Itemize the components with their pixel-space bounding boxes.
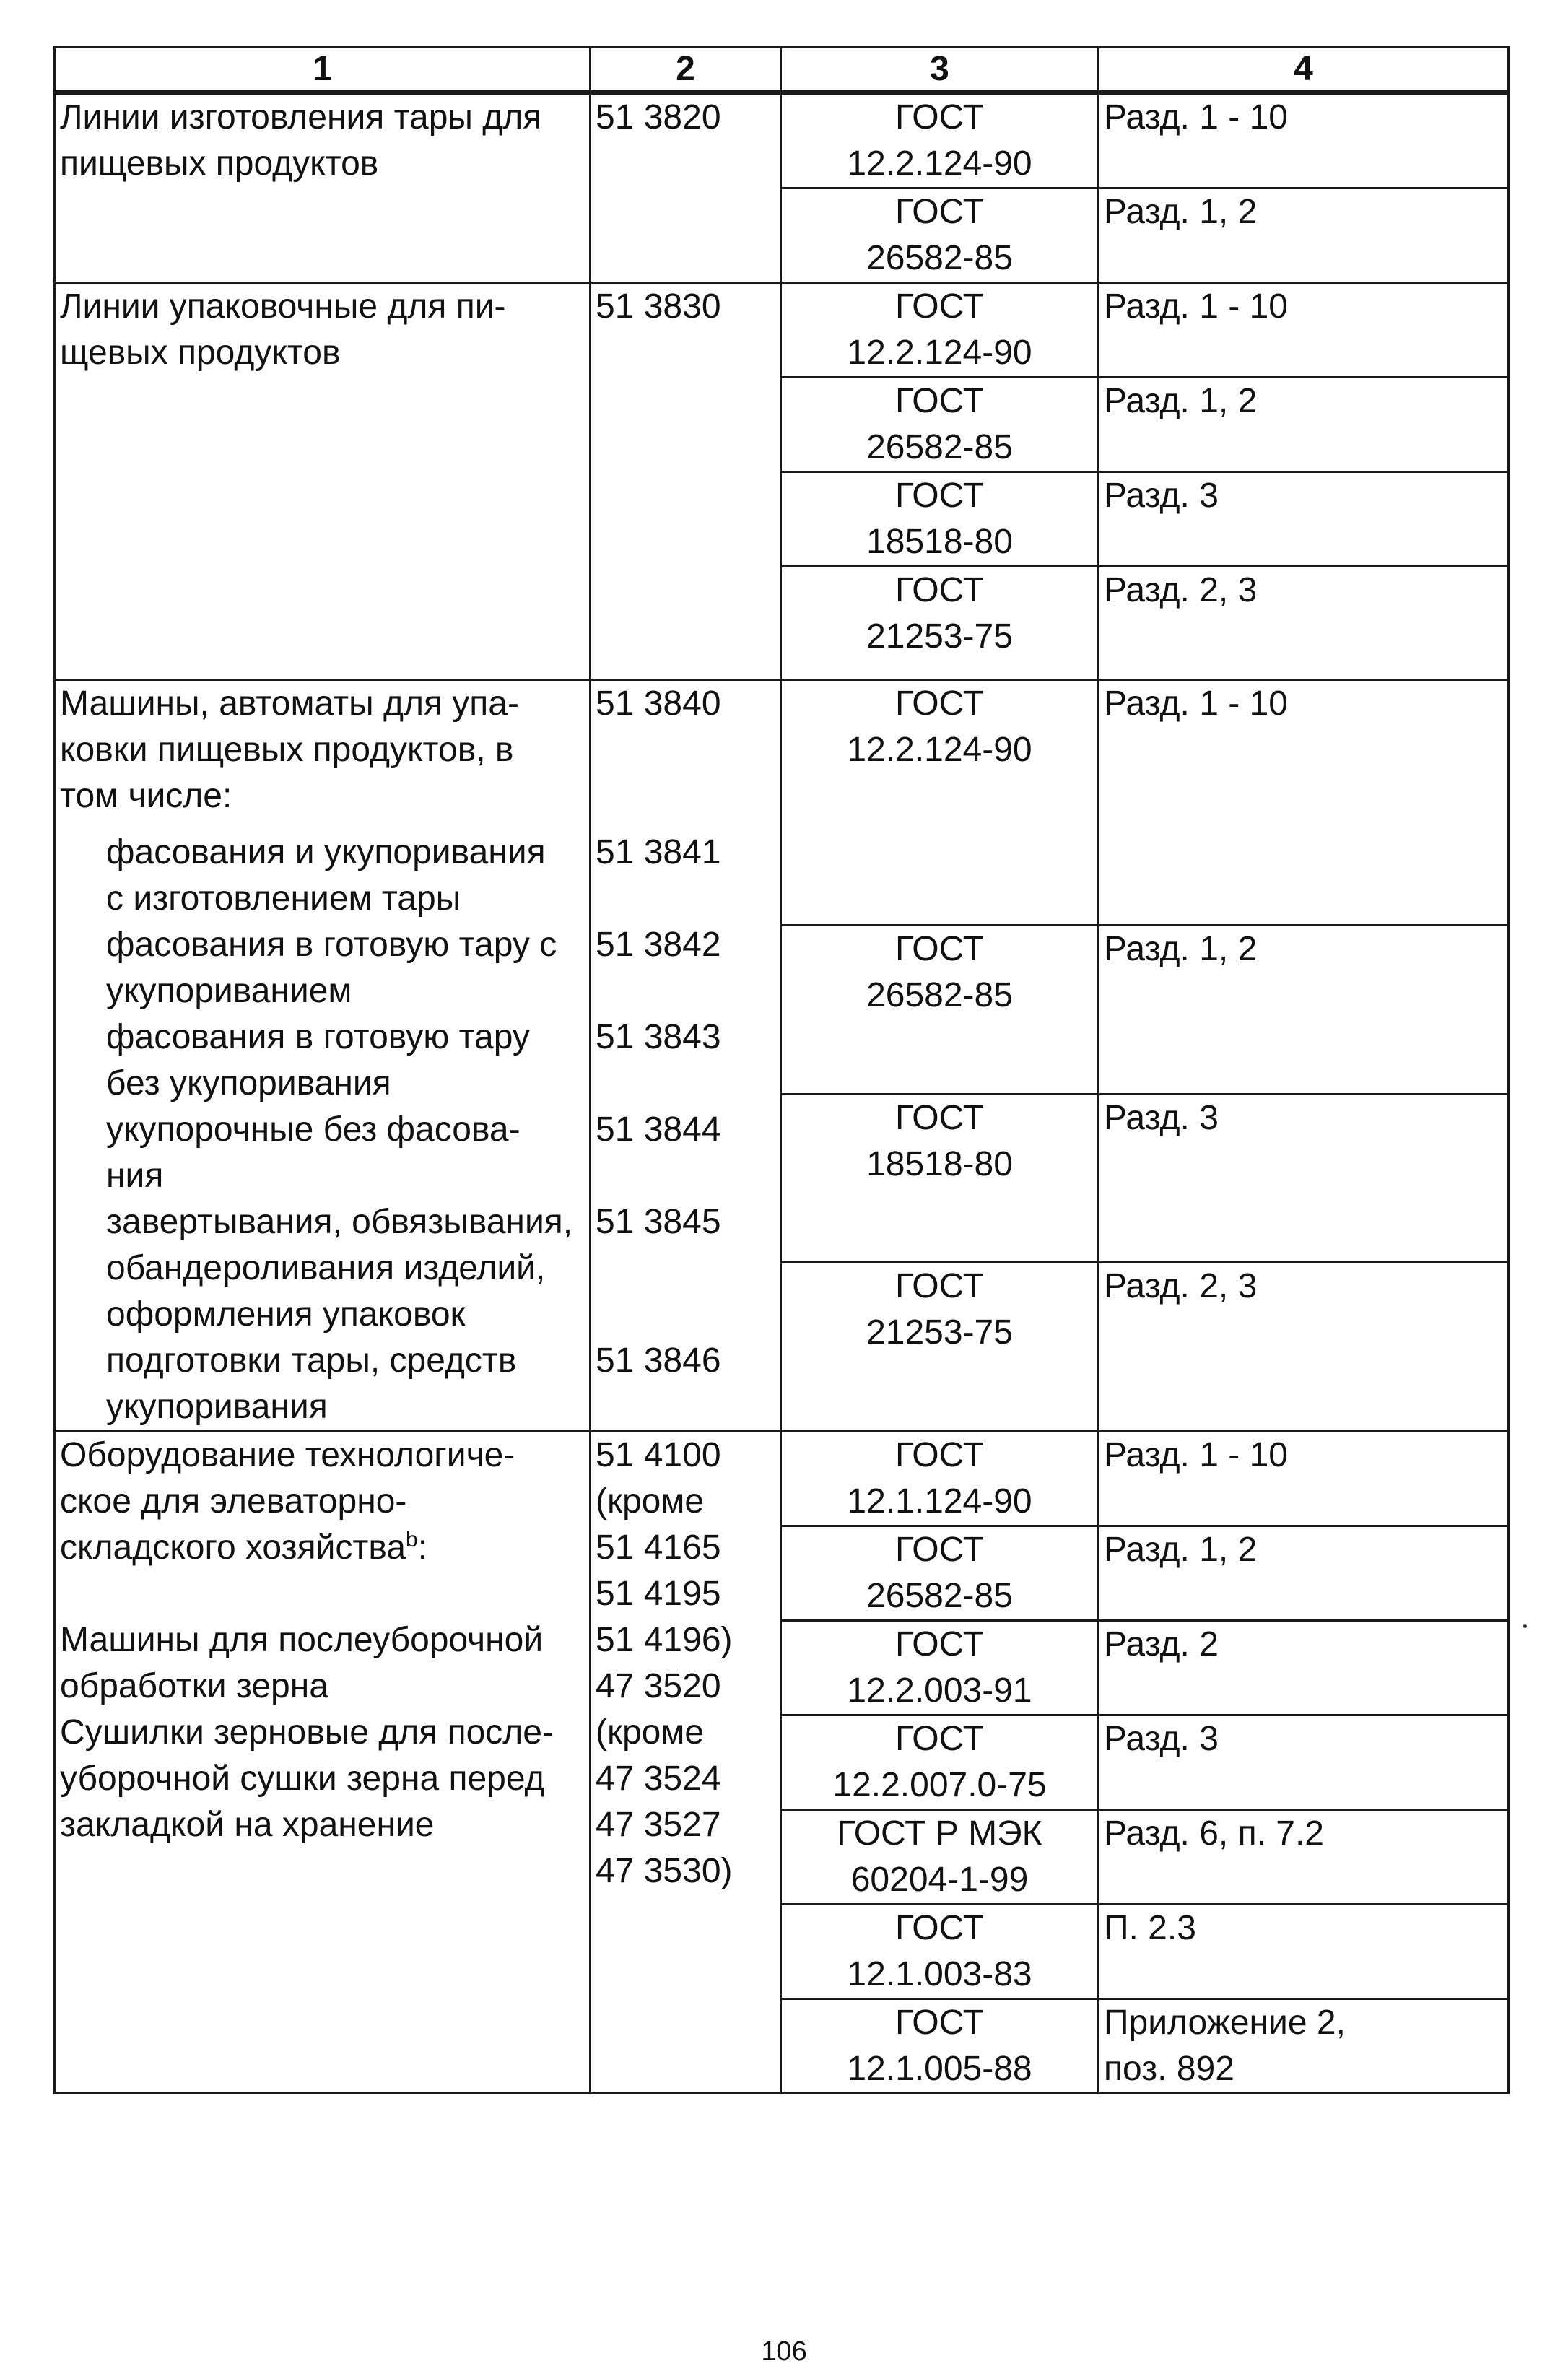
section-text: Разд. 1, 2 [1104, 193, 1258, 231]
product-name-cell [55, 92, 591, 283]
table-row [55, 283, 1509, 378]
standard-name: ГОСТ [894, 1720, 985, 1758]
product-name-line: Линии упаковочные для пи- [60, 287, 506, 326]
standard-number: 21253-75 [866, 617, 1013, 656]
standard-number: 12.2.124-90 [847, 144, 1032, 183]
product-name-line: пищевых продуктов [60, 144, 379, 183]
product-name-line: Машины для послеуборочной [60, 1621, 544, 1659]
standard-cell [781, 1810, 1099, 1905]
product-code: 47 3524 [596, 1759, 721, 1798]
section-text: Разд. 1, 2 [1104, 930, 1258, 968]
product-name-line: закладкой на хранение [60, 1806, 435, 1844]
standard-number: 26582-85 [866, 428, 1013, 466]
section-cell [1099, 1263, 1509, 1432]
product-code: 51 3820 [596, 98, 721, 136]
section-text: Разд. 2 [1104, 1625, 1219, 1663]
standard-number: 26582-85 [866, 239, 1013, 277]
product-name-line: Линии изготовления тары для [60, 98, 542, 136]
scan-speck [1523, 1624, 1527, 1628]
section-text: Разд. 1 - 10 [1104, 98, 1288, 136]
section-text: Разд. 3 [1104, 1098, 1219, 1137]
standard-name: ГОСТ Р МЭК [837, 1814, 1042, 1853]
product-code-cell [591, 1432, 781, 2094]
section-cell [1099, 567, 1509, 680]
section-text: Разд. 1 - 10 [1104, 684, 1288, 723]
section-cell [1099, 378, 1509, 472]
product-name-text: складского хозяйства [60, 1528, 406, 1567]
subitem-name-line: укупориванием [106, 972, 352, 1010]
product-code: 47 3527 [596, 1806, 721, 1844]
section-text: Разд. 2, 3 [1104, 1267, 1258, 1306]
standard-name: ГОСТ [894, 571, 985, 609]
section-cell [1099, 1432, 1509, 1526]
header-col-3: 3 [781, 48, 1099, 93]
subitem-name-line: ния [106, 1157, 164, 1195]
standard-name: ГОСТ [894, 287, 985, 326]
section-text: Разд. 1 - 10 [1104, 287, 1288, 326]
standard-number: 12.1.003-83 [847, 1955, 1032, 1993]
product-name-line: Сушилки зерновые для после- [60, 1713, 554, 1752]
header-col-4: 4 [1099, 48, 1509, 93]
standard-cell [781, 926, 1099, 1095]
section-cell [1099, 472, 1509, 567]
product-name-cell [55, 680, 591, 1432]
section-text: Приложение 2, [1104, 2004, 1346, 2042]
standard-number: 60204-1-99 [850, 1861, 1029, 1899]
subitem-name-line: обандероливания изделий, [106, 1249, 546, 1287]
table-row [55, 92, 1509, 188]
standard-name: ГОСТ [894, 98, 985, 136]
subitem-code: 51 3841 [596, 833, 721, 871]
section-cell [1099, 1094, 1509, 1263]
header-col-2: 2 [591, 48, 781, 93]
product-name-text: : [417, 1528, 428, 1567]
standard-cell [781, 283, 1099, 378]
section-cell [1099, 283, 1509, 378]
standard-number: 18518-80 [866, 523, 1013, 561]
standard-name: ГОСТ [894, 684, 985, 723]
section-cell [1099, 188, 1509, 283]
standard-number: 21253-75 [866, 1313, 1013, 1352]
subitem-code: 51 3842 [596, 926, 721, 964]
standard-cell [781, 188, 1099, 283]
section-cell [1099, 926, 1509, 1095]
section-text: Разд. 6, п. 7.2 [1104, 1814, 1324, 1853]
table-header-row [55, 48, 1509, 93]
standard-cell [781, 1905, 1099, 1999]
subitem-name-line: оформления упаковок [106, 1295, 466, 1334]
standard-cell [781, 92, 1099, 188]
page-number: 106 [761, 2336, 807, 2367]
standard-number: 12.1.005-88 [847, 2050, 1032, 2088]
standard-name: ГОСТ [894, 477, 985, 515]
standard-name: ГОСТ [894, 2004, 985, 2042]
standard-name: ГОСТ [894, 193, 985, 231]
product-name-line [60, 1525, 585, 1571]
section-text: поз. 892 [1104, 2050, 1234, 2088]
product-code: 51 3830 [596, 287, 721, 326]
subitem-code: 51 3843 [596, 1018, 721, 1056]
standard-cell [781, 1526, 1099, 1621]
section-cell [1099, 1621, 1509, 1715]
standard-name: ГОСТ [894, 1909, 985, 1947]
product-code: 51 4196) [596, 1621, 733, 1659]
product-name-line: Оборудование технологиче- [60, 1436, 515, 1474]
section-text: П. 2.3 [1104, 1909, 1196, 1947]
table-row [55, 1432, 1509, 1526]
standard-name: ГОСТ [894, 1267, 985, 1306]
standard-cell [781, 1999, 1099, 2094]
subitem-name-line: подготовки тары, средств [106, 1341, 517, 1380]
section-text: Разд. 1, 2 [1104, 382, 1258, 420]
standard-name: ГОСТ [894, 930, 985, 968]
standard-cell [781, 378, 1099, 472]
standard-cell [781, 567, 1099, 680]
subitem-name-line: фасования в готовую тару [106, 1018, 530, 1056]
standard-name: ГОСТ [894, 382, 985, 420]
product-code: 47 3530) [596, 1852, 733, 1890]
subitem-name-line: фасования в готовую тару с [106, 926, 557, 964]
standard-number: 12.2.003-91 [847, 1671, 1032, 1710]
product-name-line: уборочной сушки зерна перед [60, 1759, 545, 1798]
standards-table [53, 46, 1510, 2094]
standard-name: ГОСТ [894, 1098, 985, 1137]
subitem-name-line: фасования и укупоривания [106, 833, 546, 871]
standard-name: ГОСТ [894, 1436, 985, 1474]
product-code: 51 4195 [596, 1575, 721, 1613]
product-code-cell [591, 680, 781, 1432]
section-text: Разд. 2, 3 [1104, 571, 1258, 609]
standard-number: 26582-85 [866, 976, 1013, 1014]
section-text: Разд. 1, 2 [1104, 1531, 1258, 1569]
standard-name: ГОСТ [894, 1625, 985, 1663]
subitem-name-line: с изготовлением тары [106, 879, 461, 918]
subitem-code: 51 3846 [596, 1341, 721, 1380]
section-cell [1099, 680, 1509, 926]
subitem-code: 51 3844 [596, 1110, 721, 1149]
standard-number: 12.2.007.0-75 [832, 1766, 1047, 1804]
product-code: (кроме [596, 1713, 705, 1752]
section-text: Разд. 3 [1104, 477, 1219, 515]
product-name-line: Машины, автоматы для упа- [60, 684, 519, 723]
subitem-name-line: укупоривания [106, 1388, 328, 1426]
section-cell [1099, 1999, 1509, 2094]
standard-name: ГОСТ [894, 1531, 985, 1569]
product-code: 51 4165 [596, 1528, 721, 1567]
subitem-name-line: без укупоривания [106, 1064, 391, 1102]
product-name-line: обработки зерна [60, 1667, 328, 1705]
section-cell [1099, 1905, 1509, 1999]
standard-number: 12.2.124-90 [847, 731, 1032, 769]
section-text: Разд. 3 [1104, 1720, 1219, 1758]
product-code-cell [591, 283, 781, 680]
product-code: 51 4100 [596, 1436, 721, 1474]
section-cell [1099, 1715, 1509, 1810]
standard-cell [781, 680, 1099, 926]
section-cell [1099, 92, 1509, 188]
standard-number: 12.2.124-90 [847, 334, 1032, 372]
product-name-line: ское для элеваторно- [60, 1482, 407, 1521]
standard-number: 18518-80 [866, 1144, 1013, 1183]
standard-cell [781, 1432, 1099, 1526]
standard-cell [781, 472, 1099, 567]
subitem-name-line: завертывания, обвязывания, [106, 1203, 573, 1241]
footnote-marker: b [406, 1528, 418, 1552]
section-cell [1099, 1526, 1509, 1621]
product-name-cell [55, 283, 591, 680]
standard-cell [781, 1621, 1099, 1715]
standard-cell [781, 1263, 1099, 1432]
product-code-cell [591, 92, 781, 283]
product-code: 51 3840 [596, 684, 721, 723]
subitem-name-line: укупорочные без фасова- [106, 1110, 521, 1149]
product-name-line: ковки пищевых продуктов, в [60, 731, 514, 769]
product-code: 47 3520 [596, 1667, 721, 1705]
product-name-line: щевых продуктов [60, 334, 341, 372]
header-col-1: 1 [55, 48, 591, 93]
section-text: Разд. 1 - 10 [1104, 1436, 1288, 1474]
product-name-cell [55, 1432, 591, 2094]
standard-number: 26582-85 [866, 1577, 1013, 1615]
section-cell [1099, 1810, 1509, 1905]
subitem-code: 51 3845 [596, 1203, 721, 1241]
standard-cell [781, 1715, 1099, 1810]
standard-number: 12.1.124-90 [847, 1482, 1032, 1521]
standard-cell [781, 1094, 1099, 1263]
product-code: (кроме [596, 1482, 705, 1521]
table-row [55, 680, 1509, 926]
product-name-line: том числе: [60, 777, 232, 815]
